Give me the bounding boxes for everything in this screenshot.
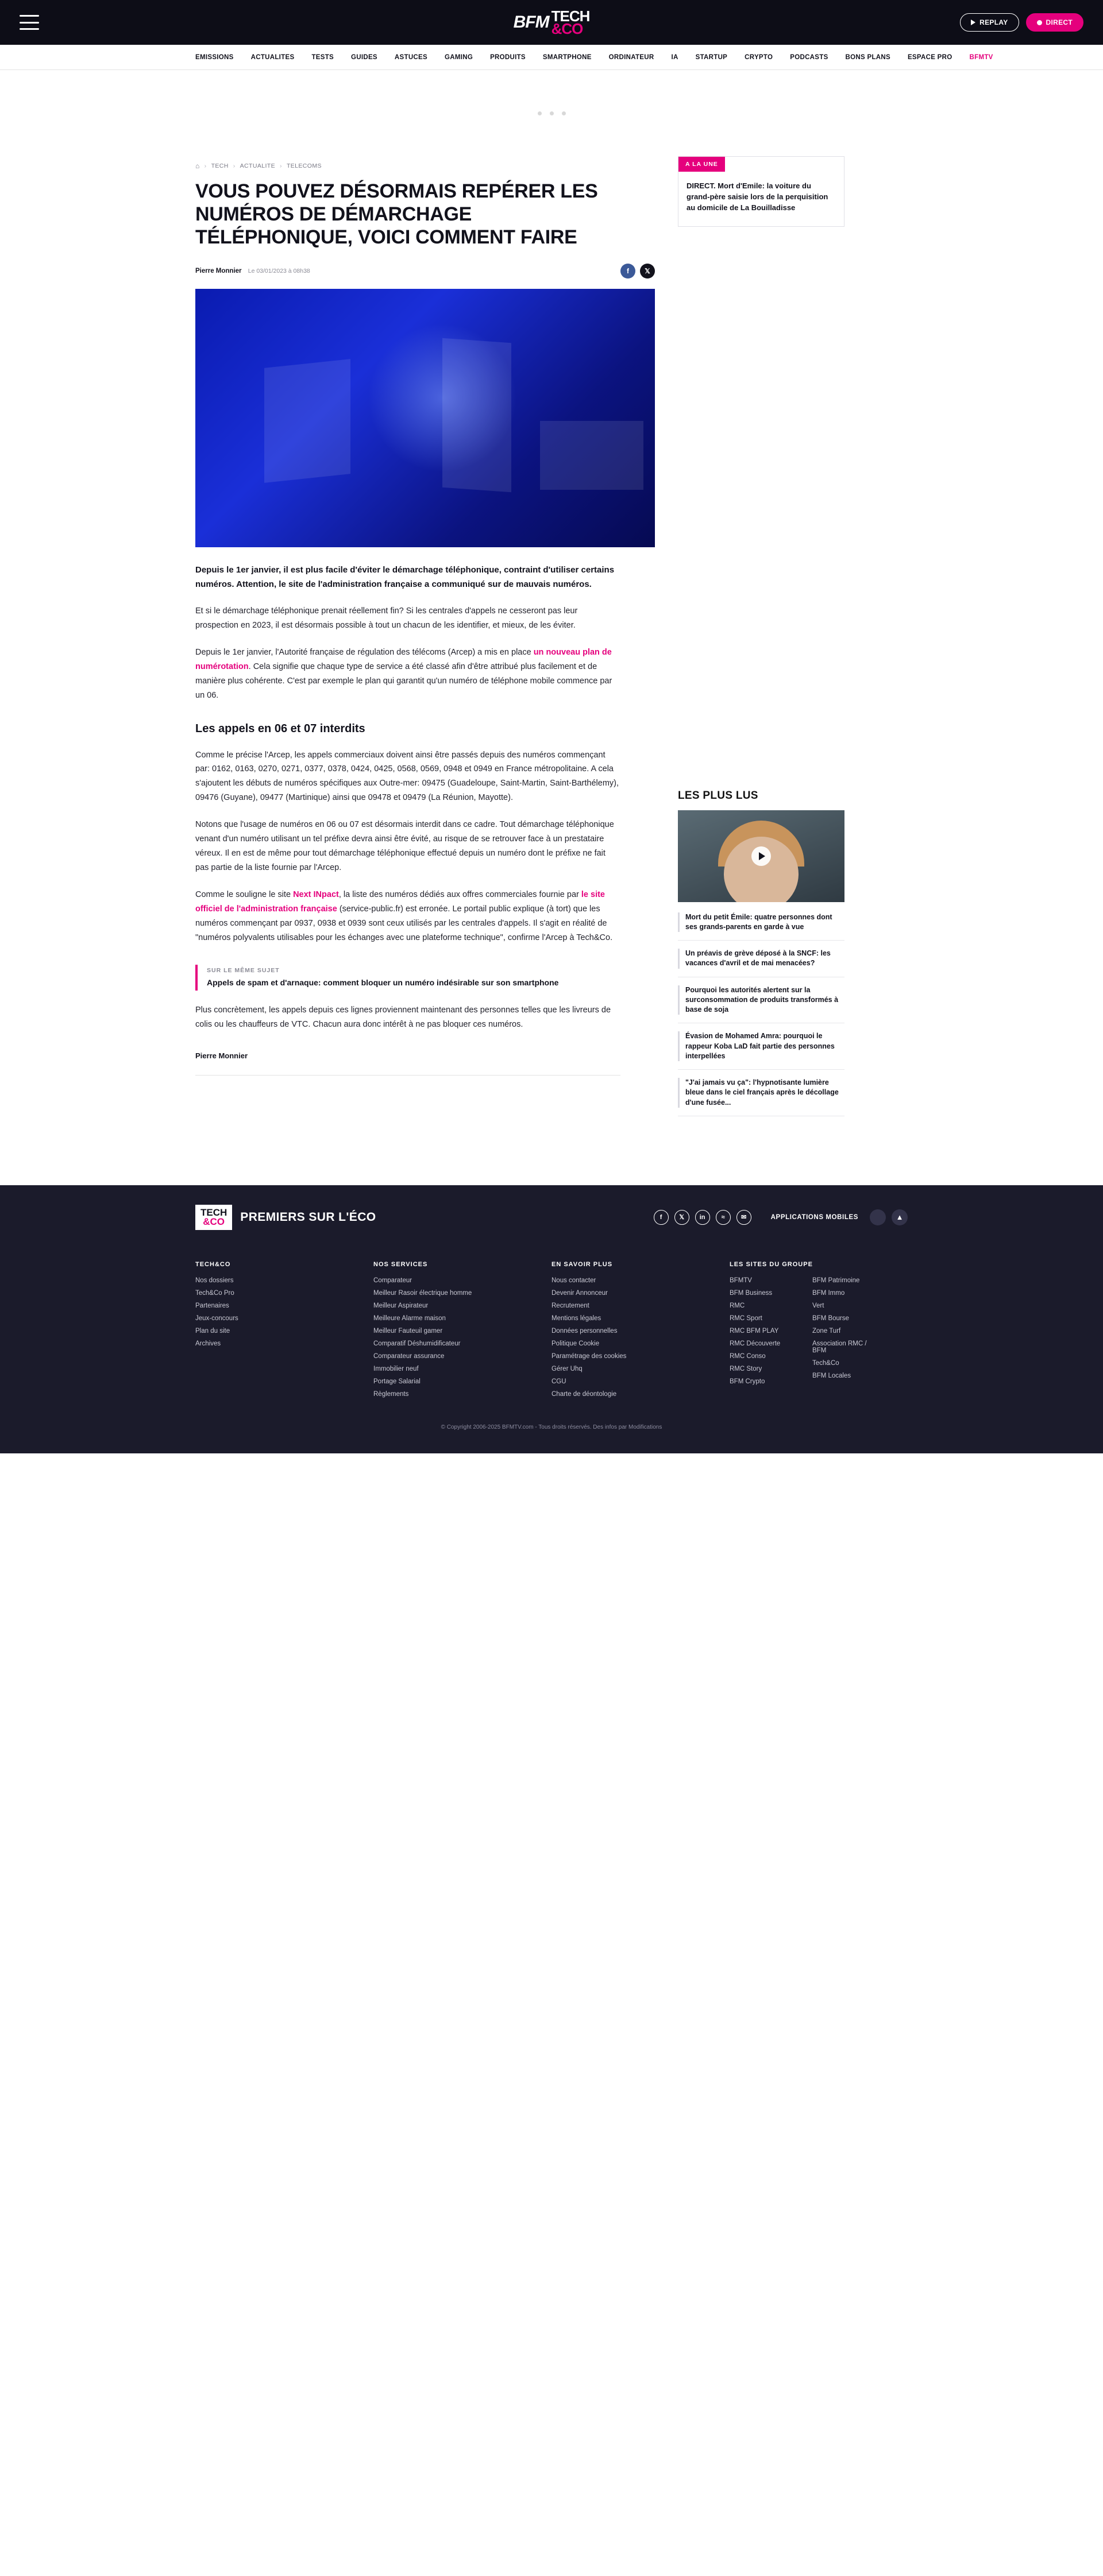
related-title[interactable]: Appels de spam et d'arnaque: comment bloquer un numéro indésirable sur son smartphone xyxy=(207,977,559,987)
footer-link[interactable]: Politique Cookie xyxy=(552,1340,600,1348)
nav-item-startup[interactable]: STARTUP xyxy=(695,53,728,61)
footer-link[interactable]: Nous contacter xyxy=(552,1277,596,1285)
breadcrumb-item-actualite[interactable]: ACTUALITE xyxy=(240,163,276,169)
footer-link[interactable]: Comparatif Déshumidificateur xyxy=(373,1340,461,1348)
footer-link[interactable]: Archives xyxy=(195,1340,221,1348)
footer-link[interactable]: Tech&Co Pro xyxy=(195,1290,234,1297)
rss-icon[interactable]: ≈ xyxy=(716,1210,731,1225)
breadcrumb xyxy=(195,156,655,170)
nav-item-smartphone[interactable]: SMARTPHONE xyxy=(542,53,592,61)
article-paragraph-3: Comme le précise l'Arcep, les appels commerciaux doivent ainsi être passés depuis des numéros commençant par: 0162, 0163, 0270, 0271, 0377, 0378, 0424, 0425, 0568, 0569, 0948 et 0949 en France métropolitaine. A cela s'ajoutent les débuts de numéros spécifiques aux Outre-mer: 09475 (Guadeloupe, Saint-Martin, Saint-Barthélemy), 09476 (Guyane), 09477 (Martinique) ainsi que 09478 et 09479 (La Réunion, Mayotte). xyxy=(195,750,619,803)
direct-label: DIRECT xyxy=(1046,18,1073,26)
site-logo xyxy=(0,0,1103,45)
breadcrumb-item-tech[interactable]: TECH xyxy=(211,163,229,169)
byline-row xyxy=(195,264,655,279)
list-item[interactable] xyxy=(678,977,844,1024)
nav-item-tests[interactable]: TESTS xyxy=(311,53,334,61)
link-next-inpact[interactable]: Next INpact xyxy=(293,890,339,900)
a-la-une-badge: A LA UNE xyxy=(678,157,725,172)
main-nav xyxy=(0,45,1103,70)
item-accent-bar xyxy=(678,912,680,933)
footer-link[interactable]: Partenaires xyxy=(195,1302,229,1310)
nav-item-ordinateur[interactable]: ORDINATEUR xyxy=(608,53,654,61)
publish-date: Le 03/01/2023 à 08h38 xyxy=(248,268,310,275)
nav-item-actualites[interactable]: ACTUALITES xyxy=(250,53,295,61)
footer-col-techco xyxy=(195,1261,373,1403)
footer-link[interactable]: Meilleur Rasoir électrique homme xyxy=(373,1290,472,1297)
footer-logo[interactable] xyxy=(195,1205,376,1230)
most-read-item-3[interactable]: Pourquoi les autorités alertent sur la surconsommation de produits transformés à base de soja xyxy=(685,985,839,1014)
most-read-thumbnail[interactable] xyxy=(678,810,844,902)
footer-link[interactable]: Plan du site xyxy=(195,1328,230,1335)
footer-link[interactable]: Données personnelles xyxy=(552,1328,618,1335)
footer-link[interactable]: Gérer Uhq xyxy=(552,1366,583,1373)
most-read-title: LES PLUS LUS xyxy=(678,789,758,802)
article-paragraph-4: Notons que l'usage de numéros en 06 ou 07 est désormais interdit dans ce cadre. Tout démarchage téléphonique venant d'un numéro utilisant un tel préfixe devra ainsi être évité, au risque de se retrouver face à un prestataire véreux. Il en est de même pour tout démarchage téléphonique effectué depuis un numéro dont le préfixe ne fait pas partie de la liste fournie par l'Arcep. xyxy=(195,820,614,873)
article-column xyxy=(195,156,655,1076)
page-title: VOUS POUVEZ DÉSORMAIS REPÉRER LES NUMÉROS DE DÉMARCHAGE TÉLÉPHONIQUE, VOICI COMMENT FAIRE xyxy=(195,180,598,248)
footer-link[interactable]: Immobilier neuf xyxy=(373,1366,419,1373)
footer-link[interactable]: RMC Découverte xyxy=(730,1340,781,1348)
footer-col-services xyxy=(373,1261,552,1403)
item-accent-bar xyxy=(678,985,680,1015)
carousel-dot-3[interactable] xyxy=(562,111,566,115)
most-read-item-4[interactable]: Évasion de Mohamed Amra: pourquoi le rappeur Koba LaD fait partie des personnes interpellées xyxy=(685,1032,835,1060)
carousel-dot-2[interactable] xyxy=(550,111,554,115)
footer-link[interactable]: RMC Conso xyxy=(730,1353,766,1360)
footer-col-more xyxy=(552,1261,730,1403)
article-paragraph-2 xyxy=(195,645,620,703)
nav-item-ia[interactable]: IA xyxy=(671,53,678,61)
site-footer xyxy=(0,1185,1103,1453)
article-hero-image xyxy=(195,289,655,547)
most-read-item-2[interactable]: Un préavis de grève déposé à la SNCF: les vacances d'avril et de mai menacées? xyxy=(685,949,831,968)
logo-co: &CO xyxy=(551,20,583,37)
footer-logo-co: &CO xyxy=(203,1216,225,1227)
footer-link[interactable]: Association RMC / BFM xyxy=(812,1340,867,1355)
footer-link[interactable]: Jeux-concours xyxy=(195,1315,238,1322)
android-icon[interactable]: ▲ xyxy=(892,1209,908,1225)
footer-link[interactable]: Meilleure Alarme maison xyxy=(373,1315,446,1322)
footer-link[interactable]: Meilleur Fauteuil gamer xyxy=(373,1328,443,1335)
footer-social xyxy=(654,1209,908,1225)
most-read-list xyxy=(678,904,844,1116)
article-signature: Pierre Monnier xyxy=(195,1051,248,1061)
paragraph-5-text-a: Comme le souligne le site xyxy=(195,890,294,900)
author-name[interactable]: Pierre Monnier xyxy=(195,268,242,275)
apple-icon[interactable] xyxy=(870,1209,886,1225)
footer-col-title-4: LES SITES DU GROUPE xyxy=(730,1261,813,1268)
item-accent-bar xyxy=(678,1078,680,1108)
related-article-box[interactable] xyxy=(195,965,597,991)
footer-link[interactable]: BFMTV xyxy=(730,1277,752,1285)
sidebar-column xyxy=(678,156,844,1116)
footer-col-title-1: TECH&CO xyxy=(195,1261,231,1268)
nav-item-produits[interactable]: PRODUITS xyxy=(490,53,526,61)
list-item[interactable] xyxy=(678,1023,844,1070)
breadcrumb-sep-1: › xyxy=(204,163,207,169)
logo-bfm: BFM xyxy=(513,13,549,32)
footer-link[interactable]: RMC Story xyxy=(730,1366,762,1373)
hamburger-menu-icon[interactable] xyxy=(20,15,39,30)
paragraph-2-text-b: . Cela signifie que chaque type de service a été classé afin d'être attribué plus facilement et de manière plus cohérente. C'est par exemple le plan qui garantit qu'un numéro de téléphone mobile commence par un 06. xyxy=(195,662,612,700)
footer-link[interactable]: Paramétrage des cookies xyxy=(552,1353,627,1360)
nav-item-crypto[interactable]: CRYPTO xyxy=(745,53,773,61)
nav-item-emissions[interactable]: EMISSIONS xyxy=(195,53,234,61)
item-accent-bar xyxy=(678,949,680,969)
paragraph-2-text-a: Depuis le 1er janvier, l'Autorité française de régulation des télécoms (Arcep) a mis en place xyxy=(195,647,534,657)
share-buttons xyxy=(620,264,655,279)
footer-link[interactable]: RMC Sport xyxy=(730,1315,762,1322)
breadcrumb-sep-3: › xyxy=(280,163,282,169)
footer-logo-tech: TECH xyxy=(200,1206,227,1218)
link-service-public[interactable]: le site officiel de l'administration française xyxy=(195,890,605,914)
link-plan-numerotation[interactable]: un nouveau plan de numérotation xyxy=(195,647,612,671)
most-read-block xyxy=(678,790,844,1116)
twitter-icon[interactable]: 𝕏 xyxy=(674,1210,689,1225)
breadcrumb-item-telecoms[interactable]: TELECOMS xyxy=(286,163,322,169)
nav-item-espace-pro[interactable]: ESPACE PRO xyxy=(907,53,952,61)
a-la-une-item[interactable]: DIRECT. Mort d'Emile: la voiture du grand-père saisie lors de la perquisition au domicile de La Bouilladisse xyxy=(687,181,828,212)
nav-item-bons-plans[interactable]: BONS PLANS xyxy=(845,53,890,61)
list-item[interactable] xyxy=(678,904,844,941)
article-paragraph-5 xyxy=(195,888,620,945)
article-divider xyxy=(195,1075,620,1076)
replay-button[interactable] xyxy=(960,13,1019,32)
footer-col-title-2: NOS SERVICES xyxy=(373,1261,428,1268)
most-read-item-1[interactable]: Mort du petit Émile: quatre personnes dont ses grands-parents en garde à vue xyxy=(685,912,832,931)
footer-link[interactable]: BFM Bourse xyxy=(812,1315,849,1322)
footer-link[interactable]: BFM Business xyxy=(730,1290,773,1297)
footer-link[interactable]: CGU xyxy=(552,1378,566,1386)
footer-link[interactable]: Nos dossiers xyxy=(195,1277,234,1285)
footer-link[interactable]: Comparateur assurance xyxy=(373,1353,445,1360)
list-item[interactable] xyxy=(678,1070,844,1116)
footer-link[interactable]: RMC BFM PLAY xyxy=(730,1328,779,1335)
copyright-text: © Copyright 2006-2025 BFMTV.com - Tous droits réservés. Des infos par Modifications xyxy=(441,1424,662,1431)
footer-link[interactable]: Mentions légales xyxy=(552,1315,601,1322)
related-label: SUR LE MÊME SUJET xyxy=(207,966,280,974)
facebook-share-icon[interactable]: f xyxy=(620,264,635,279)
footer-link[interactable]: BFM Crypto xyxy=(730,1378,765,1386)
hero-shape-1 xyxy=(264,359,350,483)
direct-button[interactable] xyxy=(1026,13,1083,32)
article-subtitle: Les appels en 06 et 07 interdits xyxy=(195,722,365,735)
footer-claim: PREMIERS SUR L'ÉCO xyxy=(240,1210,376,1224)
footer-link[interactable]: Vert xyxy=(812,1302,824,1310)
top-bar xyxy=(0,0,1103,45)
sidebar-spacer xyxy=(678,227,844,790)
twitter-share-icon[interactable]: 𝕏 xyxy=(640,264,655,279)
home-icon[interactable]: ⌂ xyxy=(195,162,200,170)
hero-shape-2 xyxy=(442,338,511,492)
nav-item-guides[interactable]: GUIDES xyxy=(351,53,377,61)
carousel-dot-1[interactable] xyxy=(538,111,542,115)
carousel-dots[interactable] xyxy=(538,111,566,115)
page-body xyxy=(0,156,1103,1116)
breadcrumb-sep-2: › xyxy=(233,163,236,169)
footer-link[interactable]: Recrutement xyxy=(552,1302,589,1310)
footer-link[interactable]: Tech&Co xyxy=(812,1360,839,1367)
live-dot-icon xyxy=(1037,20,1042,25)
play-icon[interactable] xyxy=(751,846,771,866)
item-accent-bar xyxy=(678,1031,680,1061)
footer-link[interactable]: Zone Turf xyxy=(812,1328,841,1335)
mail-icon[interactable]: ✉ xyxy=(736,1210,751,1225)
article-paragraph-6: Plus concrètement, les appels depuis ces lignes proviennent maintenant des personnes telles que les livreurs de colis ou les chauffeurs de VTC. Chacun aura donc intérêt à ne pas bloquer ces numéros. xyxy=(195,1005,611,1030)
list-item[interactable] xyxy=(678,941,844,977)
ad-carousel-slot xyxy=(0,70,1103,156)
nav-item-astuces[interactable]: ASTUCES xyxy=(394,53,427,61)
a-la-une-box xyxy=(678,156,844,227)
footer-link[interactable]: Devenir Annonceur xyxy=(552,1290,608,1297)
footer-link[interactable]: BFM Patrimoine xyxy=(812,1277,860,1285)
footer-link[interactable]: BFM Immo xyxy=(812,1290,845,1297)
nav-item-podcasts[interactable]: PODCASTS xyxy=(790,53,828,61)
replay-label: REPLAY xyxy=(979,18,1008,26)
most-read-item-5[interactable]: "J'ai jamais vu ça": l'hypnotisante lumière bleue dans le ciel français après le décollage d'une fusée... xyxy=(685,1078,839,1107)
nav-item-gaming[interactable]: GAMING xyxy=(444,53,473,61)
nav-item-bfmtv[interactable]: BFMTV xyxy=(969,53,993,61)
article-paragraph-1: Et si le démarchage téléphonique prenait réellement fin? Si les centrales d'appels ne cesseront pas leur prospection en 2023, il est désormais possible à tout un chacun de les identifier, et mieux, de les éviter. xyxy=(195,606,578,630)
footer-link[interactable]: Portage Salarial xyxy=(373,1378,421,1386)
footer-col-title-3: EN SAVOIR PLUS xyxy=(552,1261,613,1268)
footer-link[interactable]: Meilleur Aspirateur xyxy=(373,1302,429,1310)
play-icon xyxy=(971,20,975,25)
facebook-icon[interactable]: f xyxy=(654,1210,669,1225)
footer-top xyxy=(195,1185,908,1247)
footer-col-group xyxy=(730,1261,908,1403)
paragraph-5-text-b: , la liste des numéros dédiés aux offres commerciales fournie par xyxy=(338,890,581,900)
footer-link[interactable]: Charte de déontologie xyxy=(552,1391,617,1398)
footer-link[interactable]: Règlements xyxy=(373,1391,409,1398)
logo-tech: TECH xyxy=(551,7,590,25)
footer-link[interactable]: Comparateur xyxy=(373,1277,412,1285)
footer-link[interactable]: BFM Locales xyxy=(812,1372,851,1380)
footer-link[interactable]: RMC xyxy=(730,1302,745,1310)
paragraph-5-text-c: (service-public.fr) est erronée. Le portail public explique (à tort) que les numéros commençant par 0937, 0938 et 0939 sont ceux utilisés par les centrales d'appels. Il s'agit en réalité de "numéros polyvalents utilisables pour les échanges avec une plateforme technique", confirme l'Arcep à Tech&Co. xyxy=(195,904,613,942)
apps-label: APPLICATIONS MOBILES xyxy=(770,1213,858,1221)
footer-columns xyxy=(195,1247,908,1403)
hero-shape-3 xyxy=(540,421,643,490)
article-lede: Depuis le 1er janvier, il est plus facile d'éviter le démarchage téléphonique, contraint d'utiliser certains numéros. Attention, le site de l'administration française a communiqué sur de mauvais numéros. xyxy=(195,565,615,589)
top-actions xyxy=(960,13,1083,32)
linkedin-icon[interactable]: in xyxy=(695,1210,710,1225)
